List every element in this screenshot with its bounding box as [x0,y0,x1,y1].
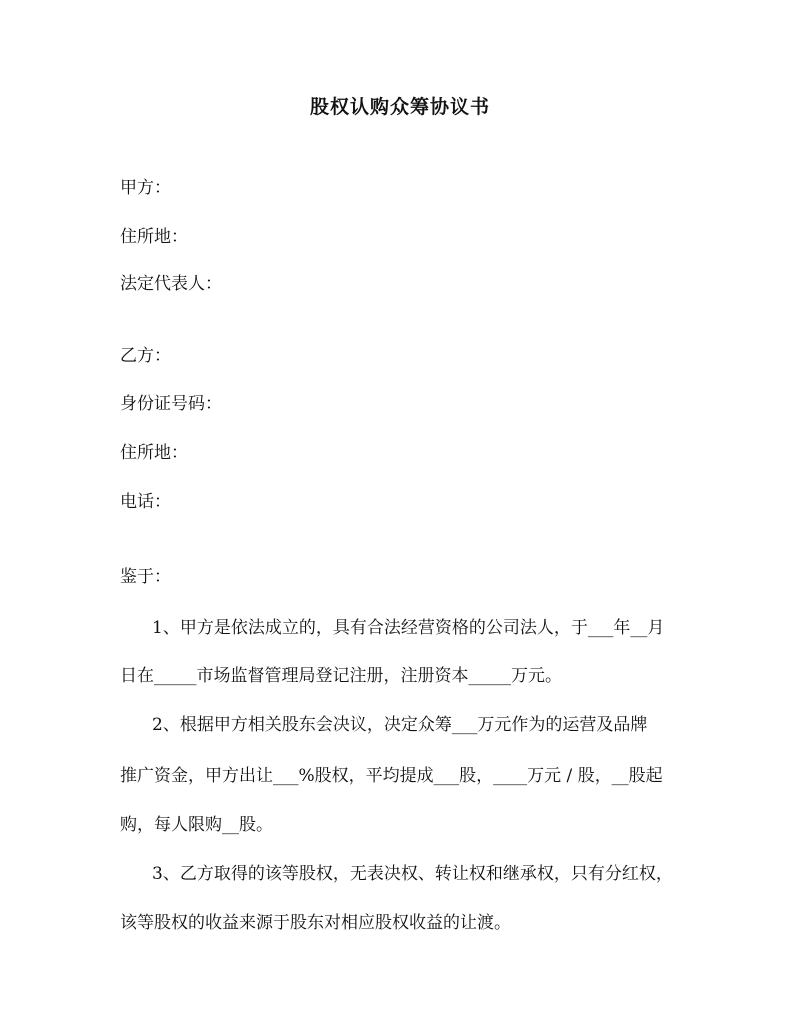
party-a-address: 住所地： [120,227,188,247]
party-b-phone: 电话： [120,492,171,512]
party-b-id-number: 身份证号码： [120,394,222,414]
clause-2-line-1: 2、根据甲方相关股东会决议，决定众筹___万元作为的运营及品牌 [152,715,648,735]
party-b-address: 住所地： [120,443,188,463]
party-a-legal-rep: 法定代表人： [120,274,222,294]
document-title: 股权认购众筹协议书 [309,96,490,118]
clause-1-line-2: 日在_____市场监督管理局登记注册，注册资本_____万元。 [120,666,562,686]
whereas-heading: 鉴于： [120,567,171,587]
clause-2-line-3: 购，每人限购__股。 [120,815,273,835]
clause-2-line-2: 推广资金，甲方出让___%股权，平均提成___股，____万元 / 股，__股起 [120,766,663,786]
clause-1-line-1: 1、甲方是依法成立的，具有合法经营资格的公司法人，于___年__月 [152,618,665,638]
party-b-label: 乙方： [120,346,171,366]
clause-3-line-1: 3、乙方取得的该等股权，无表决权、转让权和继承权，只有分红权， [152,864,673,884]
clause-3-line-2: 该等股权的收益来源于股东对相应股权收益的让渡。 [120,913,511,933]
party-a-label: 甲方： [120,178,171,198]
